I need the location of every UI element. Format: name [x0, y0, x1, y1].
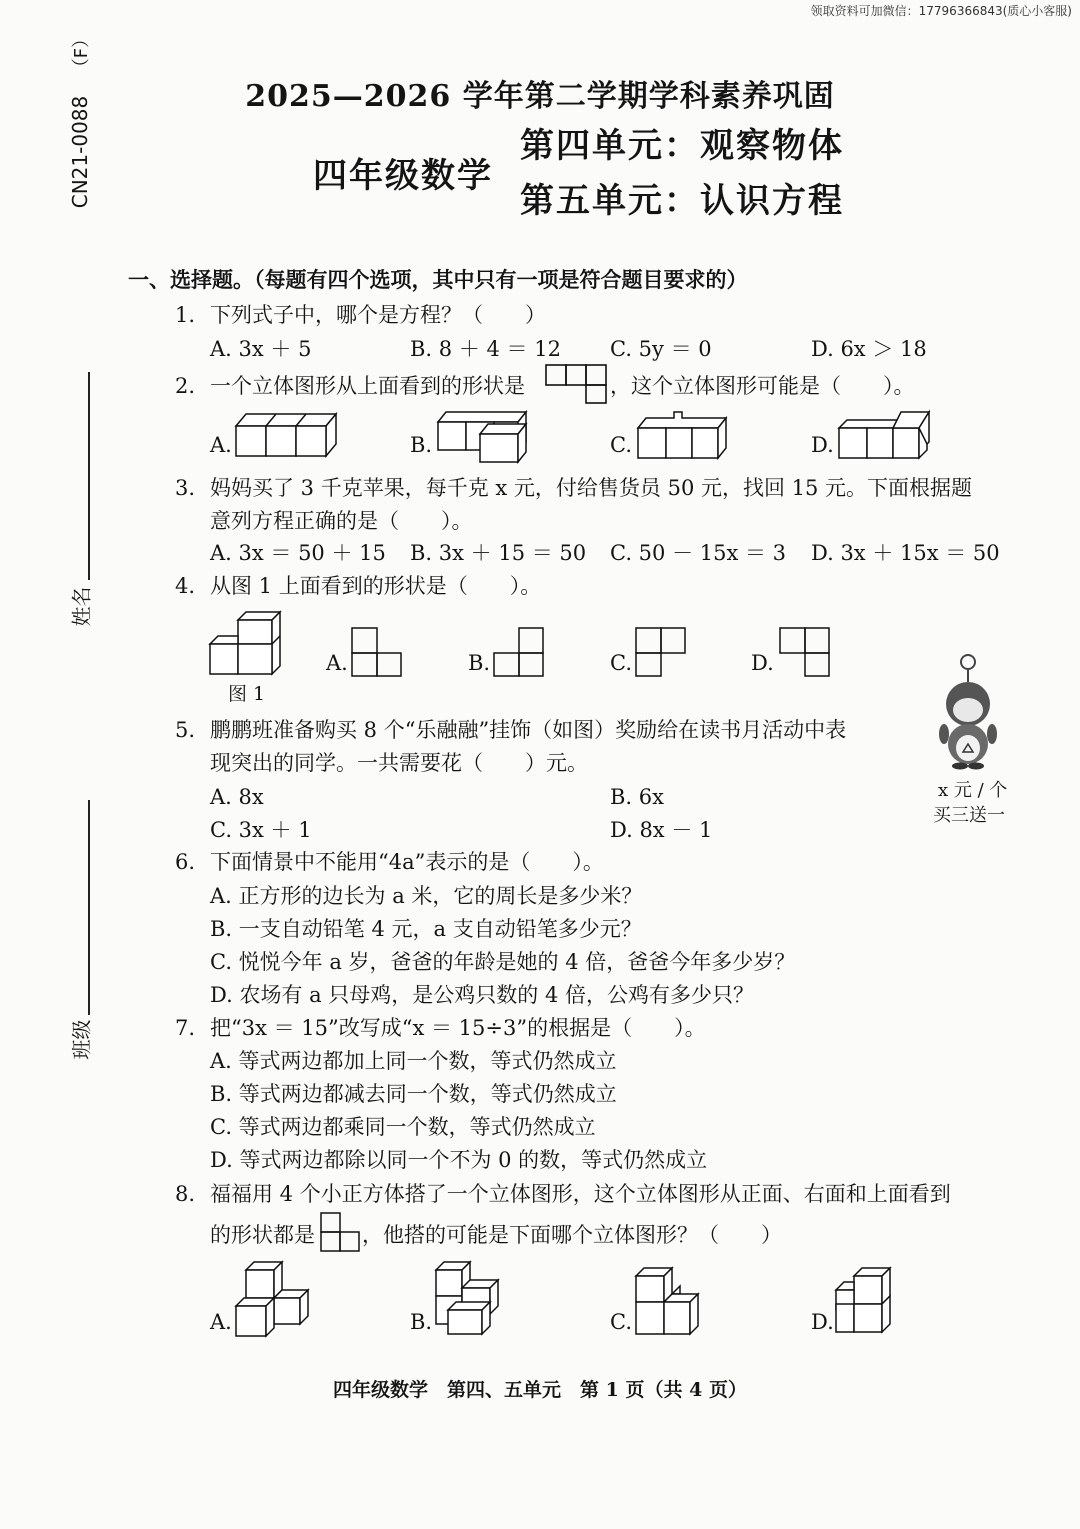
keychain-mascot-icon — [932, 652, 1002, 770]
q5-option-c[interactable]: C. 3x ＋ 1 — [210, 818, 312, 842]
q8-option-a-cubes-icon — [234, 1260, 312, 1338]
name-label: 姓名 — [69, 586, 94, 627]
q4-option-b-label[interactable]: B. — [468, 651, 491, 675]
q5-option-d[interactable]: D. 8x － 1 — [610, 818, 713, 842]
top-view-shape-icon — [545, 364, 607, 404]
q6-stem: 下面情景中不能用“4a”表示的是（ ）。 — [210, 850, 604, 874]
page-footer: 四年级数学 第四、五单元 第 1 页（共 4 页） — [333, 1379, 747, 1401]
q7-option-a[interactable]: A. 等式两边都加上同一个数，等式仍然成立 — [210, 1049, 617, 1073]
q6-option-d[interactable]: D. 农场有 a 只母鸡，是公鸡只数的 4 倍，公鸡有多少只？ — [210, 983, 755, 1007]
q2-option-c-label[interactable]: C. — [610, 433, 632, 457]
class-underline — [88, 800, 90, 1015]
q3-option-d[interactable]: D. 3x ＋ 15x ＝ 50 — [811, 541, 1000, 565]
q8-stem-line2b: ，他搭的可能是下面哪个立体图形？（ ） — [362, 1223, 782, 1247]
q7-option-b[interactable]: B. 等式两边都减去同一个数，等式仍然成立 — [210, 1082, 617, 1106]
q8-option-a-label[interactable]: A. — [210, 1310, 232, 1334]
q8-option-b-cubes-icon — [432, 1260, 504, 1338]
q4-number: 4. — [175, 574, 196, 598]
q8-stem-line1: 福福用 4 个小正方体搭了一个立体图形，这个立体图形从正面、右面和上面看到 — [210, 1182, 951, 1206]
q7-number: 7. — [175, 1016, 196, 1040]
q5-number: 5. — [175, 718, 196, 742]
figure1-caption: 图 1 — [228, 683, 266, 705]
q1-option-b[interactable]: B. 8 ＋ 4 ＝ 12 — [410, 337, 561, 361]
q6-number: 6. — [175, 850, 196, 874]
q5-stem-line1: 鹏鹏班准备购买 8 个“乐融融”挂饰（如图）奖励给在读书月活动中表 — [210, 718, 847, 742]
q1-stem: 下列式子中，哪个是方程？（ ） — [210, 303, 546, 327]
unit4-title: 第四单元：观察物体 — [520, 126, 844, 166]
q2-stem-a: 一个立体图形从上面看到的形状是 — [210, 374, 525, 398]
q8-option-b-label[interactable]: B. — [410, 1310, 433, 1334]
q4-option-d-shape-icon — [776, 626, 832, 678]
section-heading: 一、选择题。（每题有四个选项，其中只有一项是符合题目要求的） — [128, 267, 748, 292]
q2-option-d-label[interactable]: D. — [811, 433, 834, 457]
q6-option-b[interactable]: B. 一支自动铅笔 4 元，a 支自动铅笔多少元？ — [210, 917, 642, 941]
q8-stem-line2a: 的形状都是 — [210, 1223, 315, 1247]
name-underline — [88, 372, 90, 580]
q5-option-a[interactable]: A. 8x — [210, 785, 264, 809]
three-view-shape-icon — [320, 1212, 362, 1254]
q2-option-b-cubes-icon — [434, 406, 534, 464]
q3-option-c[interactable]: C. 50 － 15x ＝ 3 — [610, 541, 787, 565]
q6-option-a[interactable]: A. 正方形的边长为 a 米，它的周长是多少米？ — [210, 884, 643, 908]
q3-option-b[interactable]: B. 3x ＋ 15 ＝ 50 — [410, 541, 587, 565]
paper-code: CN21-0088 — [68, 95, 92, 209]
q3-number: 3. — [175, 476, 196, 500]
q4-option-a-shape-icon — [350, 626, 404, 678]
unit5-title: 第五单元：认识方程 — [520, 181, 844, 221]
q8-option-d-cubes-icon — [832, 1266, 904, 1338]
q7-stem: 把“3x ＝ 15”改写成“x ＝ 15÷3”的根据是（ ）。 — [210, 1016, 706, 1040]
q7-option-c[interactable]: C. 等式两边都乘同一个数，等式仍然成立 — [210, 1115, 596, 1139]
q8-option-c-label[interactable]: C. — [610, 1310, 632, 1334]
q3-option-a[interactable]: A. 3x ＝ 50 ＋ 15 — [210, 541, 386, 565]
q2-option-c-cubes-icon — [634, 408, 734, 462]
class-label: 班级 — [69, 1019, 94, 1060]
figure1-cubes-icon — [208, 610, 288, 680]
q1-option-a[interactable]: A. 3x ＋ 5 — [210, 337, 312, 361]
q5-option-b[interactable]: B. 6x — [610, 785, 664, 809]
q2-option-b-label[interactable]: B. — [410, 433, 433, 457]
q2-option-a-cubes-icon — [232, 408, 342, 460]
mascot-promo: 买三送一 — [933, 805, 1005, 826]
q1-number: 1. — [175, 303, 196, 327]
q8-option-d-label[interactable]: D. — [811, 1310, 834, 1334]
q4-option-d-label[interactable]: D. — [751, 651, 774, 675]
q1-option-d[interactable]: D. 6x ＞ 18 — [811, 337, 927, 361]
q8-number: 8. — [175, 1182, 196, 1206]
q4-option-c-label[interactable]: C. — [610, 651, 632, 675]
q3-stem-line1: 妈妈买了 3 千克苹果，每千克 x 元，付给售货员 50 元，找回 15 元。下面根据题 — [210, 476, 973, 500]
q4-option-a-label[interactable]: A. — [326, 651, 348, 675]
q3-stem-line2: 意列方程正确的是（ ）。 — [210, 509, 473, 533]
paper-edition: （F） — [71, 29, 92, 77]
q4-option-c-shape-icon — [632, 626, 688, 678]
q8-option-c-cubes-icon — [632, 1266, 702, 1338]
q1-option-c[interactable]: C. 5y ＝ 0 — [610, 337, 712, 361]
q2-option-d-cubes-icon — [835, 408, 935, 462]
mascot-price-tag: x 元 / 个 — [938, 780, 1008, 801]
q2-stem-b: ，这个立体图形可能是（ ）。 — [610, 374, 915, 398]
q5-stem-line2: 现突出的同学。一共需要花（ ）元。 — [210, 751, 588, 775]
q2-option-a-label[interactable]: A. — [210, 433, 232, 457]
q7-option-d[interactable]: D. 等式两边都除以同一个不为 0 的数，等式仍然成立 — [210, 1148, 708, 1172]
q6-option-c[interactable]: C. 悦悦今年 a 岁，爸爸的年龄是她的 4 倍，爸爸今年多少岁？ — [210, 950, 796, 974]
page-title: 2025—2026 学年第二学期学科素养巩固 — [245, 79, 835, 114]
q4-option-b-shape-icon — [492, 626, 546, 678]
grade-subject: 四年级数学 — [313, 156, 493, 196]
watermark-text: 领取资料可加微信：17796366843(质心小客服) — [810, 4, 1072, 18]
q4-stem: 从图 1 上面看到的形状是（ ）。 — [210, 574, 542, 598]
q2-number: 2. — [175, 374, 196, 398]
